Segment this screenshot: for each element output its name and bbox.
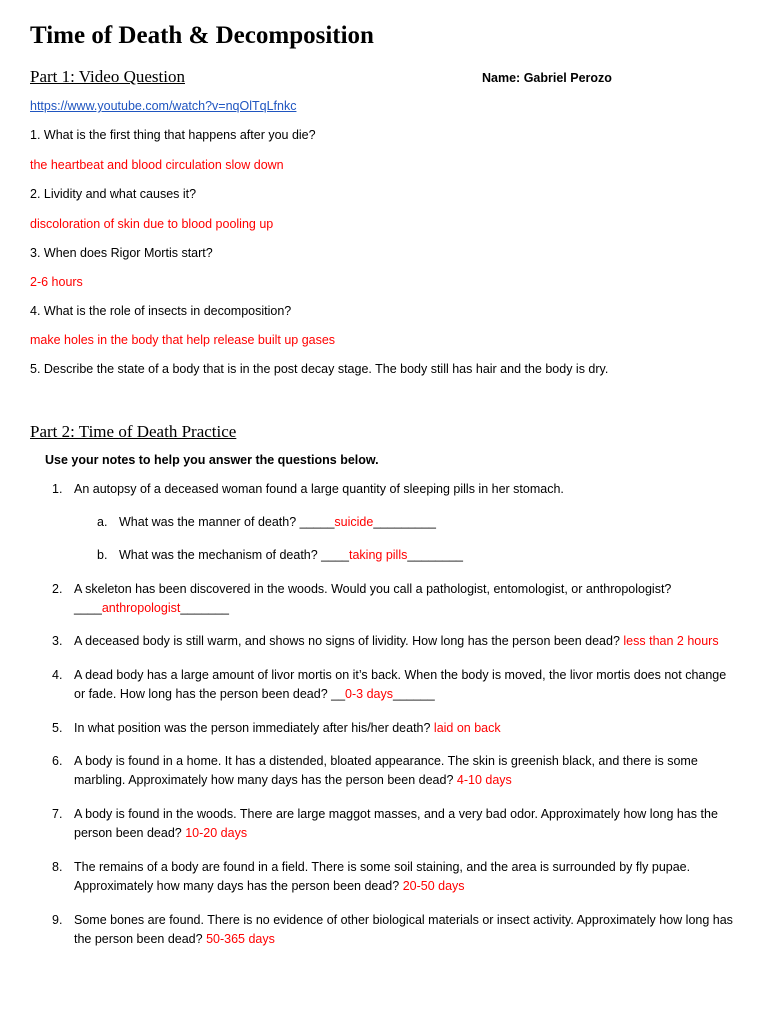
- item-4-question: A dead body has a large amount of livor mortis on it’s back. When the body is moved, the livor mortis does not change or fade. How long has the person been dead? __: [74, 668, 727, 701]
- sub-a-question: [119, 515, 436, 529]
- question-3: 3. When does Rigor Mortis start?: [30, 246, 213, 260]
- item-6-text: [74, 752, 739, 790]
- item-9-question: Some bones are found. There is no evidence of other biological materials or insect activity. Approximately how long has the person been dead?: [74, 913, 733, 946]
- sub-a-answer: suicide: [334, 515, 374, 529]
- question-5: 5. Describe the state of a body that is in the post decay stage. The body still has hair and the body is dry.: [30, 362, 609, 376]
- item-3-answer: less than 2 hours: [623, 634, 719, 648]
- item-7-question: A body is found in the woods. There are large maggot masses, and a very bad odor. Approximately how long has the person been dead?: [74, 807, 718, 840]
- sub-a-blank: _________: [373, 515, 436, 529]
- item-1-text: An autopsy of a deceased woman found a large quantity of sleeping pills in her stomach.: [74, 482, 564, 496]
- item-8-number: 8.: [52, 860, 63, 874]
- item-3-question: A deceased body is still warm, and shows no signs of lividity. How long has the person been dead?: [74, 634, 624, 648]
- sub-a-letter: a.: [97, 515, 108, 529]
- sub-b-answer: taking pills: [349, 548, 408, 562]
- item-4-answer: 0-3 days: [345, 687, 393, 701]
- item-5-text: [74, 719, 754, 738]
- item-6-number: 6.: [52, 754, 63, 768]
- part2-instructions: Use your notes to help you answer the questions below.: [45, 453, 379, 467]
- item-5-question: In what position was the person immediately after his/her death?: [74, 721, 434, 735]
- item-4-text: [74, 666, 734, 704]
- item-2-number: 2.: [52, 582, 63, 596]
- name-field: [482, 71, 612, 85]
- answer-4: make holes in the body that help release built up gases: [30, 333, 336, 347]
- answer-2: discoloration of skin due to blood pooling up: [30, 217, 274, 231]
- sub-b-text: What was the mechanism of death? ____: [119, 548, 349, 562]
- item-6-answer: 4-10 days: [456, 773, 512, 787]
- item-7-number: 7.: [52, 807, 63, 821]
- item-3-number: 3.: [52, 634, 63, 648]
- part1-heading: Part 1: Video Question: [30, 67, 185, 86]
- sub-b-letter: b.: [97, 548, 108, 562]
- item-2-line1: A skeleton has been discovered in the woods. Would you call a pathologist, entomologist, or anthropologist?: [74, 582, 672, 596]
- item-7-text: [74, 805, 739, 843]
- item-7-answer: 10-20 days: [185, 826, 248, 840]
- item-3-text: [74, 632, 764, 651]
- page-title: Time of Death & Decomposition: [30, 22, 374, 49]
- item-9-answer: 50-365 days: [206, 932, 275, 946]
- item-2-answer: anthropologist: [101, 601, 181, 615]
- name-value: Gabriel Perozo: [523, 71, 612, 85]
- item-9-text: [74, 911, 744, 949]
- item-6-question: A body is found in a home. It has a distended, bloated appearance. The skin is greenish black, and there is some marbling. Approximately how many days has the person been dead?: [74, 754, 698, 787]
- question-2: 2. Lividity and what causes it?: [30, 187, 197, 201]
- item-4-post: ______: [393, 687, 435, 701]
- answer-1: the heartbeat and blood circulation slow down: [30, 158, 284, 172]
- item-1-number: 1.: [52, 482, 63, 496]
- answer-3: 2-6 hours: [30, 275, 83, 289]
- item-8-text: [74, 858, 739, 896]
- item-5-number: 5.: [52, 721, 63, 735]
- item-2-post: _______: [180, 601, 230, 615]
- item-2-line2: [74, 599, 754, 618]
- item-5-answer: laid on back: [433, 721, 501, 735]
- item-8-answer: 20-50 days: [402, 879, 465, 893]
- part2-heading: Part 2: Time of Death Practice: [30, 422, 237, 441]
- item-2-pre: ____: [74, 601, 102, 615]
- item-9-number: 9.: [52, 913, 63, 927]
- item-4-number: 4.: [52, 668, 63, 682]
- question-4: 4. What is the role of insects in decomposition?: [30, 304, 292, 318]
- sub-b-question: [119, 548, 463, 562]
- sub-a-text: What was the manner of death? _____: [119, 515, 335, 529]
- video-link[interactable]: https://www.youtube.com/watch?v=nqOlTqLfnkc: [30, 99, 297, 113]
- item-2-text: [74, 580, 754, 618]
- name-label: Name:: [482, 71, 521, 85]
- item-8-question: The remains of a body are found in a field. There is some soil staining, and the area is surrounded by fly pupae. Approximately how many days has the person been dead?: [74, 860, 691, 893]
- question-1: 1. What is the first thing that happens after you die?: [30, 128, 316, 142]
- sub-b-blank: ________: [407, 548, 463, 562]
